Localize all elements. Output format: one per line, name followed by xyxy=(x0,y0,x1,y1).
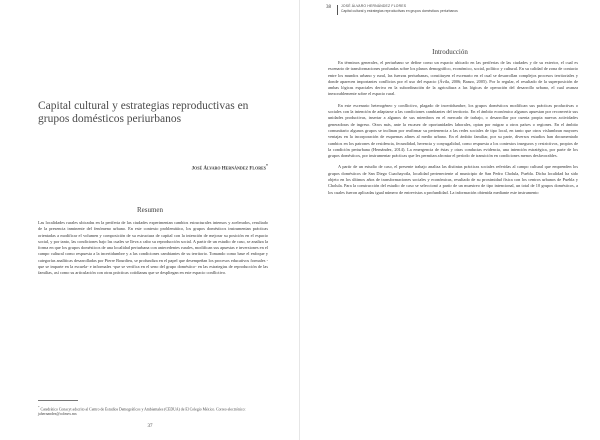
running-head xyxy=(341,4,458,14)
body-paragraph: En términos generales, el periurbano se define como un espacio ubicado en las periferias de las ciudades y de su exterior, el cual es escenario de transformaciones profundas sobre los planos demográfico, económico, social, político y cultural. En su calidad de zona de contacto entre los mundos urbano y rural, las fuerzas periurbanas, constituyen el escenario en el cual se desarrollan complejos procesos territoriales y donde aparecen importantes conflictos por el uso del espacio (Ávila, 2006; Banzo, 2005). Por lo regular, el resultado de la superposición de ambas lógicas espaciales deriva en la subordinación de la agricultura a las lógicas de operación del desarrollo urbano, el cual avanza inexorablemente sobre el espacio rural. xyxy=(328,60,578,97)
author-name xyxy=(192,163,268,172)
running-head-author: JOSÉ ÁLVARO HERNÁNDEZ FLORES xyxy=(341,4,407,8)
abstract-paragraph: Las localidades rurales ubicadas en la periferia de las ciudades experimentan cambios estructurales intensos y acelerados, resultado de la presencia inminente del fenómeno urbano. En este contexto problemático, los grupos domésticos instrumentan prácticas orientadas a modificar el volumen y composición de su estructura de capital con la intención de mejorar su posición en el espacio social, y por tanto, las condiciones bajo las cuales se lleva a cabo su reproducción social. A partir de un estudio de caso, se analiza la forma en que los grupos domésticos de una localidad periurbana con antecedentes rurales, modifican sus apuestas e inversiones en el campo cultural como respuesta a la incertidumbre y a las condiciones cambiantes de su territorio. Tomando como base el enfoque y categorías analíticas desarrolladas por Pierre Bourdieu, se profundiza en el papel que desempeñan los procesos educativos formales -que se imparte en la escuela- e informales -que se verifica en el seno del grupo doméstico- en las estrategias de reproducción de las familias, así como su articulación con otras prácticas cotidianas que se despliegan en este espacio conflictivo. xyxy=(38,220,268,276)
footnote xyxy=(38,405,268,418)
chapter-title: Capital cultural y estrategias reproductivas en grupos domésticos periurbanos xyxy=(38,100,249,125)
body-paragraph: En este escenario heterogéneo y conflictivo, plagado de incertidumbre, los grupos domésticos modifican sus prácticas productivas o sociales con la intención de adaptarse a las condiciones cambiantes del territorio. En el ámbito económico algunos apuestan por reconvertir sus unidades productivas, insertar a algunos de sus miembros en el mercado de trabajo, o desarrollar por cuenta propia nuevas actividades generadoras de ingreso. Otros más, ante la escasez de oportunidades laborales, optan por migrar a otros países o regiones. En el ámbito comunitario algunos grupos se inclinan por reafirmar su pertenencia a las redes sociales de tipo local, en tanto que otros vislumbran mayores ventajas en la incorporación de esquemas afines al medio urbano. En el ámbito familiar, por su parte, diversos estudios han documentado cambios en los patrones de residencia, fecundidad, herencia y conyugalidad, como respuesta a los contextos inseguros y restrictivos, propios de la condición periurbana (Hernández, 2014). La emergencia de éstas y otras conductas evidencia, una intención estratégica, por parte de los grupos domésticos, por instrumentar prácticas que les permitan afrontar el período de transición en condiciones menos desfavorables. xyxy=(328,102,578,159)
abstract-body xyxy=(38,220,268,277)
section-heading: Introducción xyxy=(432,48,468,56)
author-footnote-mark: * xyxy=(266,163,268,168)
right-page xyxy=(300,0,600,440)
footnote-divider xyxy=(38,400,78,401)
body-paragraph: A partir de un estudio de caso, el presente trabajo analiza las distintas prácticas sociales referidas al campo cultural que emprenden los grupos domésticos de San Diego Cuachayotla, localidad perteneciente al municipio de San Pedro Cholula, Puebla. Dicha localidad ha sido objeto en los últimos años de transformaciones sociales y económicas, resultado de su proximidad física con los centros urbanos de Puebla y Cholula. Para la construcción del estudio de caso se seleccionó a partir de un muestreo de tipo intencional, un total de 10 grupos domésticos, a los cuales fueron aplicadas igual número de entrevistas a profundidad. La información obtenida mediante este instrumento xyxy=(328,164,578,195)
running-head-title: Capital cultural y estrategias reproductivas en grupos domésticos periurbanos xyxy=(341,9,458,13)
footnote-text: Catedrático Conacyt adscrito al Centro de Estudios Demográficos y Ambientales (CEDUA) de El Colegio México. Correo electrónico: jahernandez@colmex.mx xyxy=(38,407,246,417)
page-number-right: 38 xyxy=(326,5,331,10)
footnote-mark: * xyxy=(38,405,40,409)
abstract-heading: Resumen xyxy=(136,206,164,214)
author-name-text: José Álvaro Hernández Flores xyxy=(191,166,266,172)
introduction-body xyxy=(328,60,578,201)
running-head-divider xyxy=(337,5,338,15)
page-number-left: 37 xyxy=(147,424,153,429)
